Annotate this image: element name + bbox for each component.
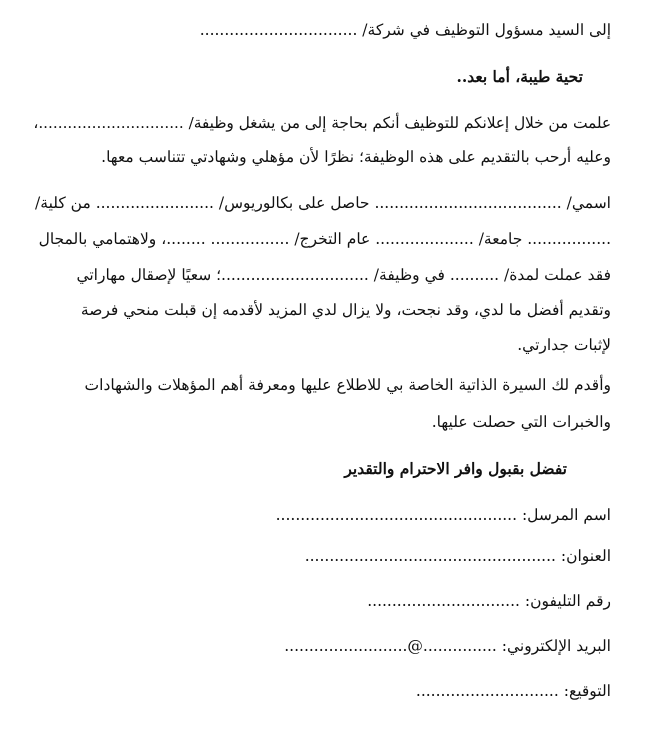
bio-line-1: اسمي/ ...................................... حاصل على بكالوريوس/ ........................ من كلية/ [35,194,611,212]
email-line: البريد الإلكتروني: ...............@......................... [284,637,611,655]
intro-line-1: علمت من خلال إعلانكم للتوظيف أنكم بحاجة إلى من يشغل وظيفة/ ..............................، [33,114,611,132]
bio-line-2: ................. جامعة/ .................... عام التخرج/ ................ ........، ولاهتمامي بالمجال [38,230,611,248]
greeting-line: تحية طيبة، أما بعد.. [456,67,583,86]
phone-line: رقم التليفون: ............................... [367,592,611,610]
address-line: العنوان: ................................................... [304,547,611,565]
intro-line-2: وعليه أرحب بالتقديم على هذه الوظيفة؛ نظرًا لأن مؤهلي وشهادتي تتناسب معها. [101,148,611,166]
bio-line-4: وتقديم أفضل ما لدي، وقد نجحت، ولا يزال لدي المزيد لأقدمه إن قبلت منحي فرصة [80,301,611,319]
recipient-line: إلى السيد مسؤول التوظيف في شركة/ ................................ [199,21,611,39]
bio-line-5: لإثبات جدارتي. [517,336,611,354]
sender-name-line: اسم المرسل: ................................................. [275,506,611,524]
cv-line-2: والخبرات التي حصلت عليها. [431,413,611,431]
cv-line-1: وأقدم لك السيرة الذاتية الخاصة بي للاطلاع عليها ومعرفة أهم المؤهلات والشهادات [84,376,611,394]
closing-line: تفضل بقبول وافر الاحترام والتقدير [344,459,567,478]
bio-line-3: فقد عملت لمدة/ .......... في وظيفة/ ..............................؛ سعيًا لإصقال مهاراتي [76,266,611,284]
signature-line: التوقيع: ............................. [415,682,611,700]
